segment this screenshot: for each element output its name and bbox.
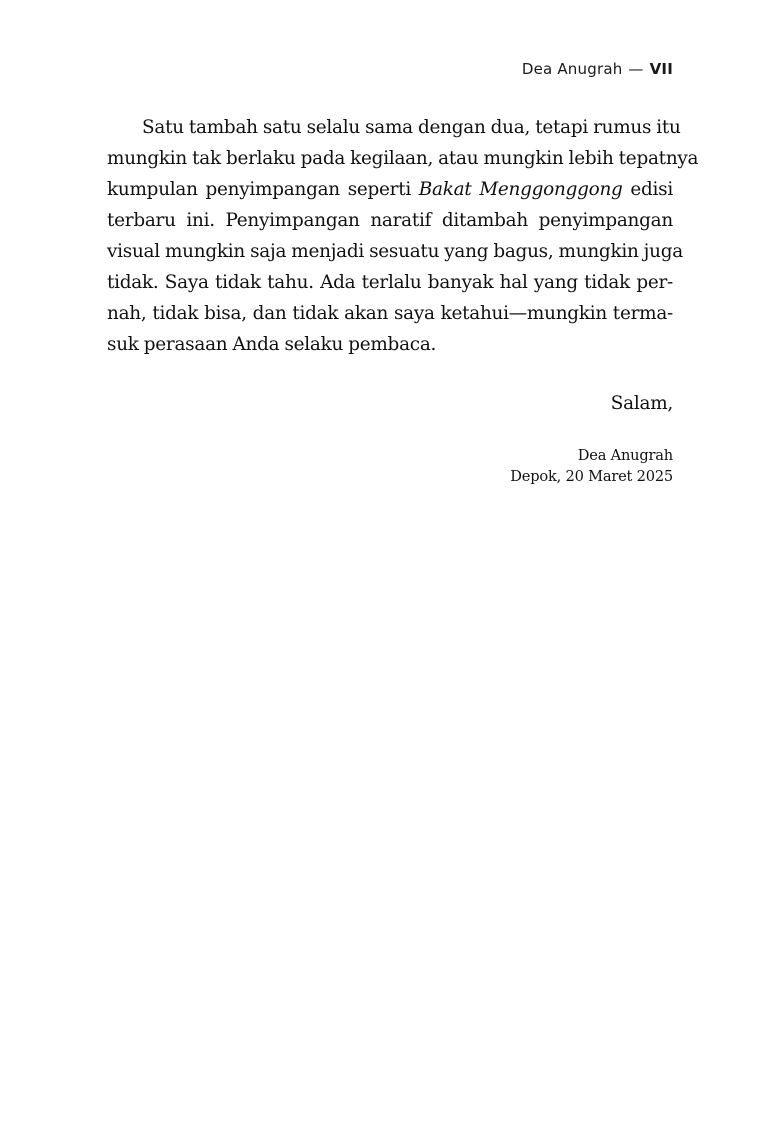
book-title: Bakat Menggonggong (418, 179, 623, 200)
paragraph-line-1: Satu tambah satu selalu sama dengan dua, tetapi rumus itu (142, 117, 681, 138)
paragraph-line-3 (107, 174, 673, 205)
salutation: Salam, (610, 393, 673, 414)
signature-block (510, 445, 673, 487)
body-text (107, 112, 699, 360)
running-head-author: Dea Anugrah (521, 60, 623, 78)
paragraph-line-2: mungkin tak berlaku pada kegilaan, atau mungkin lebih tepatnya (107, 148, 699, 169)
paragraph-line-7: nah, tidak bisa, dan tidak akan saya ketahui—mungkin terma- (107, 303, 673, 324)
paragraph-line-3-end: edisi (630, 179, 673, 200)
running-head-separator: — (628, 60, 644, 78)
paragraph-line-5: visual mungkin saja menjadi sesuatu yang bagus, mungkin juga (107, 241, 683, 262)
signature-place-date: Depok, 20 Maret 2025 (510, 468, 673, 485)
paragraph-line-4: terbaru ini. Penyimpangan naratif ditambah penyimpangan (107, 210, 673, 231)
paragraph-line-3-start: kumpulan penyimpangan seperti (107, 179, 411, 200)
page-number: VII (649, 60, 673, 78)
running-head (522, 60, 673, 78)
paragraph-line-8: suk perasaan Anda selaku pembaca. (107, 334, 437, 355)
signature-name: Dea Anugrah (577, 447, 673, 464)
paragraph (107, 112, 699, 360)
paragraph-line-6: tidak. Saya tidak tahu. Ada terlalu banyak hal yang tidak per- (107, 272, 673, 293)
